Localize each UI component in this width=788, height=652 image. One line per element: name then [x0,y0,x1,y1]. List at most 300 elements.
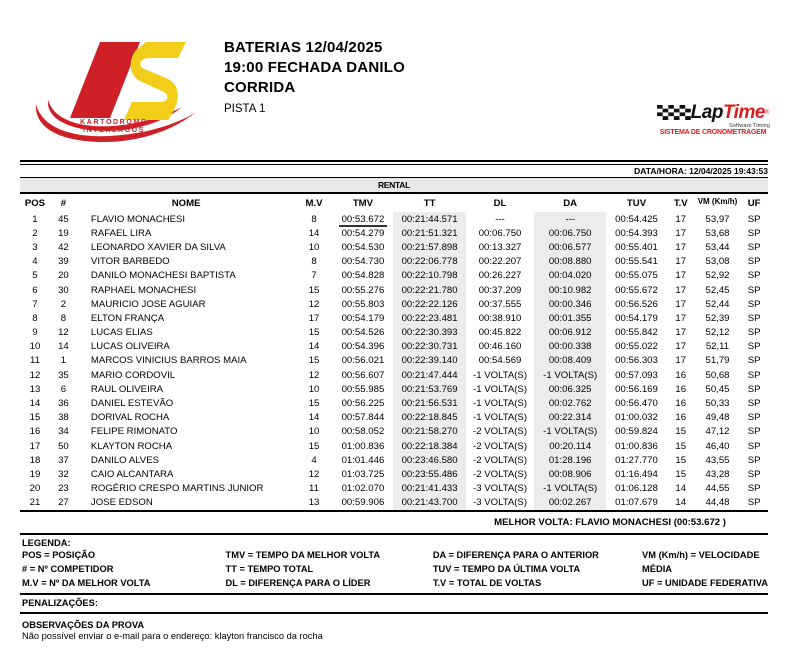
cell-da: 00:06.750 [534,226,606,240]
cell-da: -1 VOLTA(S) [534,482,606,496]
cell-tuv: 00:55.541 [615,256,658,268]
cell-tmv: 00:56.225 [341,398,385,410]
cell-tv: 16 [675,412,687,424]
cell-vm: 43,28 [705,468,730,480]
cell-pos: 17 [29,440,41,452]
cell-tv: 17 [675,241,687,253]
cell-vm: 52,92 [705,270,730,282]
table-row [20,269,768,283]
cell-uf: SP [747,369,761,381]
table-row [20,467,768,481]
table-row [20,425,768,439]
cell-vm: 51,79 [705,355,730,367]
cell-uf: SP [747,341,761,353]
cell-num: 37 [58,454,69,466]
cell-nome: VITOR BARBEDO [90,256,170,268]
cell-uf: SP [747,426,761,438]
header-num: # [60,197,67,209]
cell-tuv: 00:56.526 [615,298,658,310]
cell-tv: 17 [675,270,687,282]
cell-tmv: 00:53.672 [333,212,393,226]
legend-grid [20,548,768,593]
cell-da: -1 VOLTA(S) [534,425,606,439]
header-dl: DL [493,197,507,209]
cell-tuv: 00:56.303 [615,355,658,367]
cell-tt: 00:22:21.780 [393,283,466,297]
track-label: PISTA 1 [224,103,266,116]
cell-vm: 50,45 [705,383,730,395]
cell-da: 00:00.346 [534,297,606,311]
header-tuv: TUV [626,197,647,209]
cell-tv: 17 [675,227,687,239]
cell-nome: ROGÉRIO CRESPO MARTINS JUNIOR [90,483,264,495]
cell-dl: 00:37.209 [478,284,522,296]
cell-tmv: 01:03.725 [341,468,385,480]
cell-dl: 00:06.750 [478,227,522,239]
legend-column-1 [22,548,226,590]
header-tmv: TMV [352,197,374,209]
cell-vm: 47,12 [705,426,730,438]
cell-uf: SP [747,256,761,268]
cell-vm: 53,44 [705,241,730,253]
cell-pos: 7 [32,298,38,310]
cell-tuv: 01:00.032 [615,412,658,424]
cell-uf: SP [747,454,761,466]
table-row [20,240,768,254]
cell-tuv: 00:54.425 [615,213,658,225]
cell-vm: 46,40 [705,440,730,452]
cell-num: 38 [58,412,69,424]
laptime-system-label: SISTEMA DE CRONOMETRAGEM [659,129,767,136]
header-da: DA [563,197,578,209]
cell-pos: 11 [29,355,40,367]
cell-mv: 4 [311,454,317,466]
cell-pos: 21 [29,497,41,509]
cell-tv: 17 [675,284,687,296]
table-row [20,368,768,382]
event-title-block [224,38,405,118]
cell-tt: 00:22:18.384 [393,439,466,453]
cell-uf: SP [747,284,761,296]
cell-tv: 17 [675,327,687,339]
header-vm [695,194,740,212]
cell-nome: FLAVIO MONACHESI [90,213,186,225]
cell-uf: SP [747,298,761,310]
cell-tmv: 00:54.396 [341,341,385,353]
cell-tuv: 00:55.401 [615,241,658,253]
cell-tuv: 00:56.169 [615,383,658,395]
cell-mv: 10 [308,426,320,438]
cell-mv: 8 [311,213,317,225]
cell-pos: 18 [29,454,41,466]
cell-dl: 00:46.160 [478,341,522,353]
cell-nome: MARCOS VINICIUS BARROS MAIA [90,355,247,367]
cell-tt: 00:22:06.778 [393,255,466,269]
cell-tuv: 00:55.842 [615,327,658,339]
cell-dl: 00:26.227 [478,270,522,282]
cell-pos: 16 [29,426,41,438]
cell-mv: 13 [308,497,320,509]
cell-da: 00:01.355 [534,311,606,325]
cell-tv: 14 [675,497,687,509]
cell-da: 00:08.409 [534,354,606,368]
cell-dl: -1 VOLTA(S) [473,412,528,424]
datahora-value: DATA/HORA: 12/04/2025 19:43:53 [634,166,768,176]
cell-nome: RAFAEL LIRA [90,227,152,239]
cell-tmv: 00:55.276 [341,284,385,296]
legend-column-3 [433,548,642,590]
cell-vm: 43,55 [705,454,730,466]
cell-da: 00:06.912 [534,326,606,340]
cell-uf: SP [747,355,761,367]
cell-nome: KLAYTON ROCHA [90,440,173,452]
cell-uf: SP [747,468,761,480]
cell-tmv: 00:55.803 [341,298,385,310]
cell-tt: 00:21:41.433 [393,482,466,496]
datahora-row [20,165,768,178]
cell-nome: DANILO ALVES [90,454,159,466]
cell-tuv: 00:55.672 [615,284,658,296]
table-row [20,411,768,425]
cell-tuv: 00:54.179 [615,312,658,324]
cell-nome: FELIPE RIMONATO [90,426,178,438]
cell-mv: 14 [308,227,320,239]
kartodromo-interlagos-logo [28,32,198,144]
cell-da: 00:20.114 [534,439,606,453]
cell-tv: 15 [675,426,687,438]
cell-dl: -1 VOLTA(S) [473,369,528,381]
cell-uf: SP [747,497,761,509]
cell-mv: 7 [311,270,317,282]
cell-dl: 00:38.910 [478,312,522,324]
cell-num: 39 [58,256,69,268]
legend-item: DA = DIFERENÇA PARA O ANTERIOR [432,549,599,560]
legend-column-2 [226,548,433,590]
cell-tv: 15 [675,454,687,466]
cell-da: 00:06.577 [534,240,606,254]
category-band: RENTAL [20,178,768,194]
table-row [20,311,768,325]
legend-item: TMV = TEMPO DA MELHOR VOLTA [225,549,381,560]
cell-mv: 10 [308,383,320,395]
legend-column-4 [642,548,768,590]
cell-uf: SP [747,398,761,410]
event-title-line-3: CORRIDA [224,78,296,96]
cell-vm: 44,55 [705,483,730,495]
cell-tmv: 01:02.070 [341,483,385,495]
cell-tmv: 00:54.730 [341,256,385,268]
cell-tv: 14 [675,483,687,495]
cell-tt: 00:21:44.571 [393,212,466,226]
cell-uf: SP [747,412,761,424]
cell-mv: 12 [308,369,320,381]
svg-text:INTERLAGOS: INTERLAGOS [83,127,145,134]
cell-pos: 14 [29,398,41,410]
best-lap-summary: MELHOR VOLTA: FLAVIO MONACHESI (00:53.672 ) [494,516,726,528]
cell-vm: 50,33 [705,398,730,410]
cell-tmv: 00:54.279 [341,227,385,239]
cell-tt: 00:22:22.126 [393,297,466,311]
laptime-timing-logo [652,103,774,136]
cell-num: 20 [58,270,69,282]
cell-tmv: 01:01.446 [341,454,385,466]
cell-tt: 00:22:23.481 [393,311,466,325]
cell-pos: 1 [32,213,38,225]
cell-tv: 17 [675,213,687,225]
cell-nome: DANILO MONACHESI BAPTISTA [90,270,236,282]
table-header-row [20,194,768,212]
cell-tuv: 00:56.470 [615,398,658,410]
cell-pos: 5 [32,270,38,282]
legend-item: POS = POSIÇÃO [22,549,96,560]
cell-pos: 4 [32,256,38,268]
header-tv: T.V [673,197,688,209]
legend-item: M.V = Nº DA MELHOR VOLTA [22,578,151,589]
cell-tmv: 00:54.530 [341,241,385,253]
cell-pos: 8 [32,312,38,324]
table-row [20,326,768,340]
cell-vm: 49,48 [705,412,730,424]
cell-nome: DORIVAL ROCHA [90,412,170,424]
cell-dl: -2 VOLTA(S) [473,468,528,480]
cell-pos: 9 [32,327,38,339]
cell-nome: LEONARDO XAVIER DA SILVA [90,241,226,253]
cell-dl: 00:13.327 [478,241,522,253]
cell-uf: SP [747,270,761,282]
cell-tmv: 00:54.179 [341,312,385,324]
table-row [20,283,768,297]
cell-mv: 17 [308,312,320,324]
cell-pos: 3 [32,241,38,253]
checkered-flag-icon [657,103,691,122]
cell-tt: 00:22:30.393 [393,326,466,340]
cell-pos: 6 [32,284,38,296]
legend-item: T.V = TOTAL DE VOLTAS [432,578,542,589]
cell-mv: 15 [308,284,320,296]
cell-nome: LUCAS ELIAS [90,327,153,339]
cell-uf: SP [747,227,761,239]
cell-tv: 16 [675,383,687,395]
cell-dl: 00:37.555 [478,298,522,310]
cell-pos: 13 [29,383,41,395]
cell-tt: 00:22:18.845 [393,411,466,425]
cell-tmv: 00:59.906 [341,497,385,509]
cell-tmv: 00:55.985 [341,383,385,395]
cell-uf: SP [747,383,761,395]
cell-num: 27 [58,497,69,509]
results-table [20,194,768,510]
cell-tuv: 00:59.824 [615,426,658,438]
header-mv: M.V [305,197,323,209]
cell-vm: 50,68 [705,369,730,381]
cell-tt: 00:22:10.798 [393,269,466,283]
cell-dl: -3 VOLTA(S) [473,497,528,509]
cell-tv: 15 [675,440,687,452]
cell-tuv: 00:57.093 [615,369,658,381]
cell-mv: 14 [308,412,320,424]
cell-tt: 00:21:43.700 [393,496,466,510]
legend-item: DL = DIFERENÇA PARA O LÍDER [225,578,371,589]
cell-pos: 12 [29,369,41,381]
table-row [20,453,768,467]
cell-tmv: 00:54.526 [341,327,385,339]
cell-mv: 14 [308,341,320,353]
header-nome: NOME [171,197,201,209]
cell-mv: 10 [308,241,320,253]
observations-section [20,614,768,641]
cell-tuv: 00:55.022 [615,341,658,353]
cell-dl: -1 VOLTA(S) [473,398,528,410]
table-row [20,439,768,453]
cell-num: 6 [60,383,67,395]
cell-tv: 17 [675,256,687,268]
header-pos: POS [24,197,46,209]
cell-tt: 00:21:53.769 [393,382,466,396]
cell-dl: -2 VOLTA(S) [473,454,528,466]
cell-mv: 11 [309,483,320,495]
cell-tv: 16 [675,369,687,381]
cell-da: 01:28.196 [534,453,606,467]
cell-num: 35 [58,369,69,381]
cell-num: 2 [60,298,67,310]
cell-uf: SP [747,241,761,253]
table-row [20,255,768,269]
table-row [20,496,768,510]
table-row [20,340,768,354]
cell-tv: 16 [675,398,687,410]
cell-vm: 52,45 [705,284,730,296]
cell-dl: 00:45.822 [478,327,522,339]
cell-num: 23 [58,483,69,495]
cell-nome: RAPHAEL MONACHESI [90,284,197,296]
cell-tv: 17 [675,298,687,310]
cell-num: 34 [58,426,69,438]
cell-dl: -2 VOLTA(S) [473,426,528,438]
legend-item: TT = TEMPO TOTAL [225,564,314,575]
table-row [20,212,768,226]
laptime-word-time: Time [722,102,765,123]
cell-tmv: 00:56.607 [341,369,385,381]
cell-num: 14 [58,341,69,353]
cell-mv: 12 [308,298,320,310]
cell-dl: 00:54.569 [478,355,522,367]
cell-tuv: 01:27.770 [615,454,658,466]
cell-tt: 00:21:57.898 [393,240,466,254]
cell-vm: 52,11 [705,341,730,353]
cell-pos: 2 [32,227,38,239]
cell-vm: 52,39 [705,312,730,324]
cell-tv: 17 [675,341,687,353]
cell-tuv: 00:54.393 [615,227,658,239]
cell-num: 12 [58,327,69,339]
cell-num: 1 [60,355,67,367]
header-tt: TT [423,197,436,209]
cell-da: 00:10.982 [534,283,606,297]
cell-dl: -1 VOLTA(S) [473,383,528,395]
legend-item: # = Nº COMPETIDOR [22,564,114,575]
cell-da: -1 VOLTA(S) [534,368,606,382]
cell-mv: 8 [311,256,317,268]
cell-da: 00:22.314 [534,411,606,425]
legend-section [20,533,768,614]
cell-num: 42 [58,241,69,253]
cell-tt: 00:23:46.580 [393,453,466,467]
cell-nome: DANIEL ESTEVÃO [90,398,174,410]
legend-item: VM (Km/h) = VELOCIDADE [642,549,760,560]
cell-da: 00:02.762 [534,396,606,410]
cell-tmv: 00:54.828 [341,270,385,282]
cell-tt: 00:23:55.486 [393,467,466,481]
cell-num: 19 [58,227,69,239]
event-title-line-2: 19:00 FECHADA DANILO [224,58,405,76]
header-vm-label: VM (Km/h) [697,197,738,206]
cell-mv: 15 [308,355,320,367]
cell-nome: JOSE EDSON [90,497,153,509]
header-uf: UF [747,197,761,209]
cell-tuv: 01:07.679 [615,497,658,509]
cell-tt: 00:21:51.321 [393,226,466,240]
cell-nome: MAURICIO JOSE AGUIAR [90,298,206,310]
cell-vm: 52,12 [705,327,730,339]
cell-mv: 15 [308,327,320,339]
cell-num: 32 [58,468,69,480]
cell-tuv: 00:55.075 [615,270,658,282]
cell-pos: 15 [29,412,41,424]
cell-dl: -3 VOLTA(S) [473,483,528,495]
table-row [20,226,768,240]
legend-item: UF = UNIDADE FEDERATIVA [642,578,768,589]
cell-uf: SP [747,440,761,452]
cell-tuv: 01:06.128 [615,483,658,495]
cell-dl: -2 VOLTA(S) [473,440,528,452]
cell-num: 36 [58,398,69,410]
cell-tmv: 00:57.844 [341,412,385,424]
cell-vm: 53,08 [705,256,730,268]
cell-pos: 10 [29,341,41,353]
cell-nome: RAUL OLIVEIRA [90,383,164,395]
cell-uf: SP [747,483,761,495]
cell-tt: 00:21:58.270 [393,425,466,439]
cell-nome: CAIO ALCANTARA [90,468,174,480]
cell-nome: MARIO CORDOVIL [90,369,176,381]
cell-da: 00:06.325 [534,382,606,396]
results-table-body [20,212,768,510]
cell-pos: 19 [29,468,41,480]
cell-uf: SP [747,213,761,225]
svg-text:KARTÓDROMO: KARTÓDROMO [80,119,148,126]
cell-tv: 17 [675,312,687,324]
table-row [20,382,768,396]
table-row [20,354,768,368]
cell-tuv: 01:00.836 [615,440,658,452]
table-row [20,482,768,496]
legend-item: TUV = TEMPO DA ÚLTIMA VOLTA [432,564,581,575]
cell-da: 00:08.880 [534,255,606,269]
cell-da: 00:02.267 [534,496,606,510]
observations-text: Não possível enviar o e-mail para o endereço: klayton francisco da rocha [22,631,323,642]
cell-num: 30 [58,284,69,296]
cell-nome: LUCAS OLIVEIRA [90,341,170,353]
cell-tmv: 00:56.021 [341,355,385,367]
cell-tmv: 00:58.052 [341,426,385,438]
page-header [0,0,788,160]
cell-da: 00:04.020 [534,269,606,283]
cell-dl: --- [495,213,505,225]
table-row [20,396,768,410]
legend-title: LEGENDA: [22,537,71,548]
cell-vm: 52,44 [705,298,730,310]
event-title-line-1: BATERIAS 12/04/2025 [224,39,383,56]
